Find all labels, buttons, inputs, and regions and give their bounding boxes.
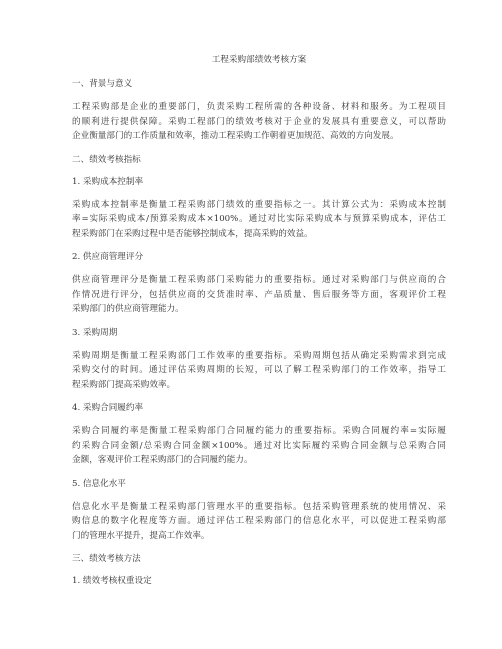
- subsection-heading: 2. 供应商管理评分: [72, 252, 144, 262]
- subsection-heading: 1. 绩效考核权重设定: [72, 576, 152, 586]
- paragraph: [72, 100, 446, 144]
- paragraph-line: 采购成本控制率是衡量工程采购部门绩效的重要指标之一。其计算公式为：采购成本控制: [72, 199, 446, 210]
- paragraph: [72, 500, 446, 544]
- paragraph-line: 程采购部门在采购过程中是否能够控制成本，提高采购的效益。: [72, 228, 313, 239]
- paragraph-line: 采购部门的供应商管理能力。: [72, 304, 184, 314]
- paragraph-line: 金额，客观评价工程采购部门的合同履约能力。: [72, 455, 253, 465]
- paragraph-line: 的顺利进行提供保障。采购工程部门的绩效考核对于企业的发展具有重要意义，可以帮助: [72, 116, 446, 127]
- paragraph-line: 工程采购部是企业的重要部门，负责采购工程所需的各种设备、材料和服务。为工程项目: [72, 102, 446, 112]
- paragraph: [72, 273, 446, 317]
- paragraph: [72, 424, 446, 468]
- subsection-heading: 1. 采购成本控制率: [72, 176, 144, 187]
- paragraph-line: 门的管理水平提升，提高工作效率。: [72, 530, 210, 541]
- document-title: 工程采购部绩效考核方案: [211, 55, 307, 65]
- paragraph: [72, 198, 446, 242]
- paragraph-line: 采购周期是衡量工程采购部门工作效率的重要指标。采购周期包括从确定采购需求到完成: [72, 350, 446, 361]
- paragraph-line: 程采购部门提高采购效率。: [72, 379, 176, 390]
- paragraph: [72, 349, 446, 393]
- paragraph-line: 信息化水平是衡量工程采购部门管理水平的重要指标。包括采购管理系统的使用情况、采: [72, 501, 446, 512]
- paragraph-line: 约采购合同金额/总采购合同金额×100%。通过对比实际履约采购合同金额与总采购合同: [72, 440, 446, 451]
- section-heading: 二、绩效考核指标: [72, 154, 141, 165]
- paragraph-line: 购信息的数字化程度等方面。通过评估工程采购部门的信息化水平，可以促进工程采购部: [72, 516, 446, 526]
- paragraph-line: 供应商管理评分是衡量工程采购部门采购能力的重要指标。通过对采购部门与供应商的合: [72, 275, 446, 285]
- section-heading: 一、背景与意义: [72, 79, 133, 89]
- subsection-heading: 3. 采购周期: [72, 327, 118, 338]
- document-body: [72, 78, 446, 587]
- subsection-heading: 5. 信息化水平: [72, 478, 126, 489]
- section-heading: 三、绩效考核方法: [72, 554, 141, 564]
- paragraph-line: 作情况进行评分，包括供应商的交货准时率、产品质量、售后服务等方面，客观评价工程: [72, 289, 446, 300]
- subsection-heading: 4. 采购合同履约率: [72, 403, 144, 413]
- paragraph-line: 率=实际采购成本/预算采购成本×100%。通过对比实际采购成本与预算采购成本，评估工: [72, 214, 446, 224]
- paragraph-line: 采购交付的时间。通过评估采购周期的长短，可以了解工程采购部门的工作效率，指导工: [72, 365, 446, 375]
- paragraph-line: 采购合同履约率是衡量工程采购部门合同履约能力的重要指标。采购合同履约率=实际履: [72, 426, 446, 436]
- paragraph-line: 企业衡量部门的工作质量和效率，推动工程采购工作朝着更加规范、高效的方向发展。: [72, 131, 399, 141]
